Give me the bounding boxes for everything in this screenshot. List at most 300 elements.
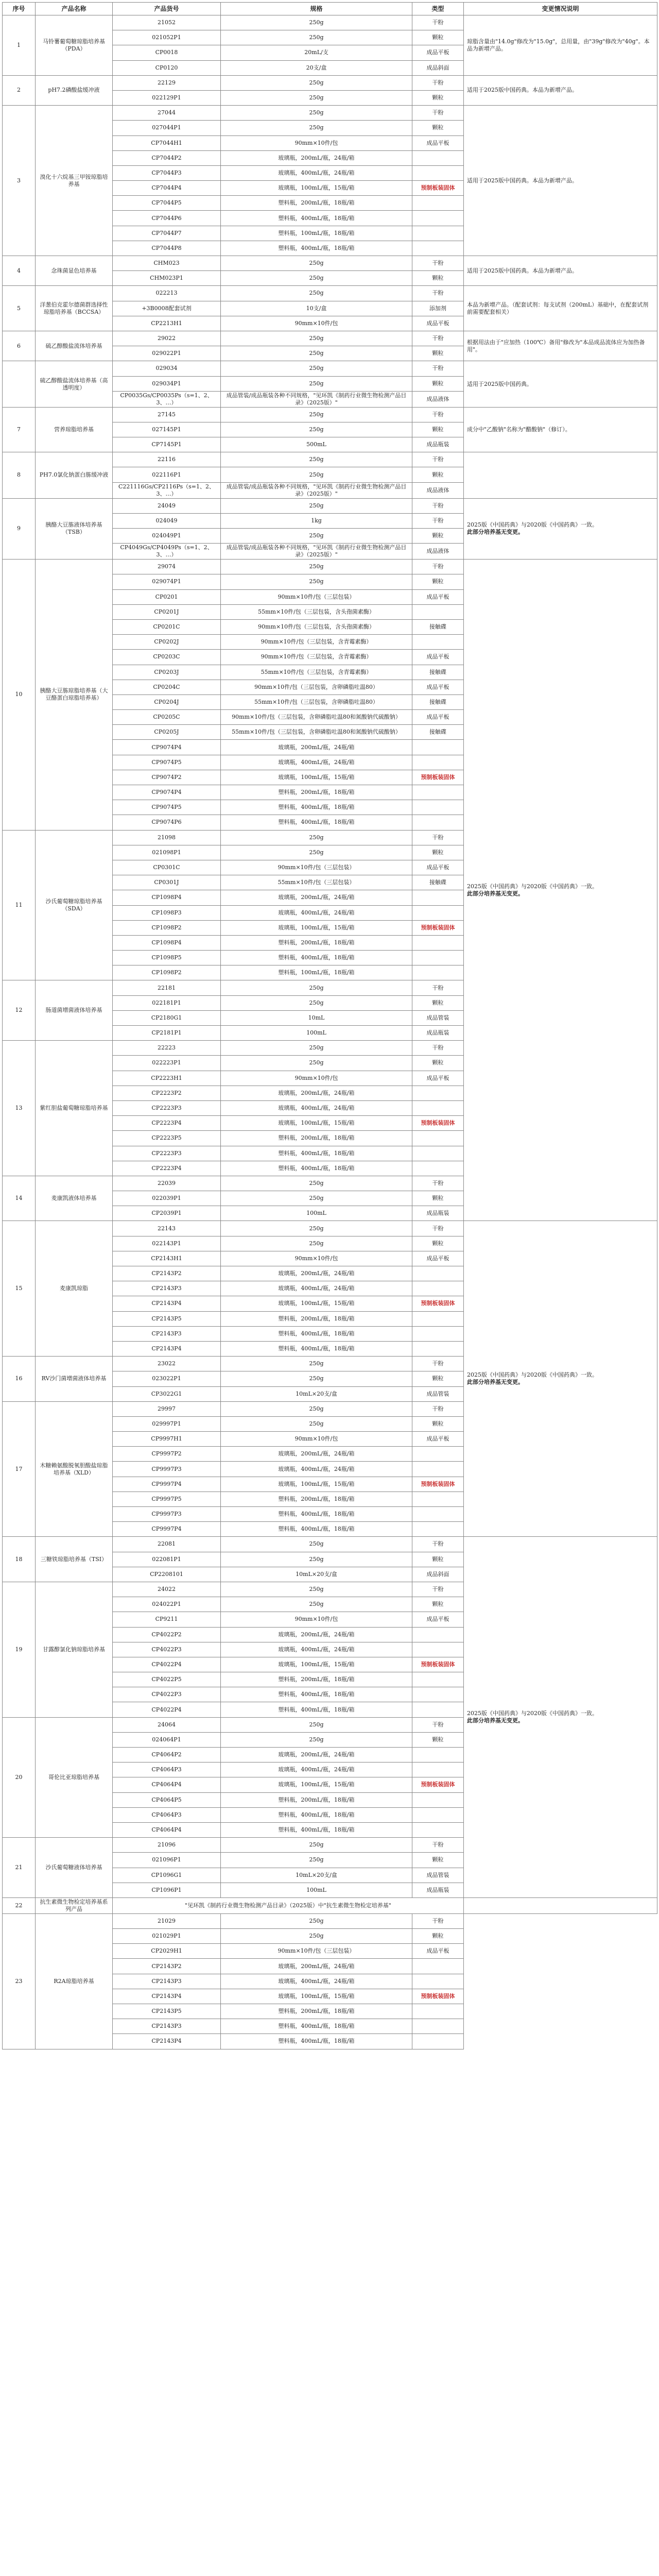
row-spec: 100mL xyxy=(221,1026,412,1041)
row-type: 接触碟 xyxy=(412,665,464,680)
row-spec: 塑料瓶，400mL/瓶，18瓶/箱 xyxy=(221,1507,412,1522)
row-spec: 塑料瓶，100mL/瓶，18瓶/箱 xyxy=(221,226,412,241)
row-code: CP4022P4 xyxy=(113,1702,221,1717)
row-type: 颗粒 xyxy=(412,574,464,589)
row-spec: 90mm×10件/包（三层包装） xyxy=(221,860,412,875)
row-type: 颗粒 xyxy=(412,1191,464,1206)
row-change-note xyxy=(464,331,657,361)
row-spec: 塑料瓶，400mL/瓶，18瓶/箱 xyxy=(221,1326,412,1341)
row-type: 颗粒 xyxy=(412,1929,464,1944)
note-emphasis: 此部分培养基无变更。 xyxy=(467,1379,524,1386)
row-spec: 250g xyxy=(221,1371,412,1386)
row-code: CP0205C xyxy=(113,710,221,725)
row-type xyxy=(412,1146,464,1161)
row-type: 成品平板 xyxy=(412,650,464,665)
row-type: 干粉 xyxy=(412,361,464,376)
row-seq: 5 xyxy=(3,286,36,331)
row-code: CP2143P5 xyxy=(113,2004,221,2019)
row-code: 024022P1 xyxy=(113,1597,221,1612)
row-spec: 玻璃瓶，200mL/瓶，24瓶/箱 xyxy=(221,1266,412,1281)
row-code: CP2213H1 xyxy=(113,316,221,331)
row-full-spec: "见环凯《制药行业微生物检测产品目录》（2025版）中"抗生素微生物检定培养基" xyxy=(113,1897,464,1913)
header-seq: 序号 xyxy=(3,3,36,15)
row-code: CP0201J xyxy=(113,604,221,619)
row-type xyxy=(412,815,464,830)
row-type: 颗粒 xyxy=(412,529,464,544)
row-type: 成品斜面 xyxy=(412,1567,464,1582)
row-code: CP4064P3 xyxy=(113,1762,221,1777)
row-product-name: pH7.2磷酸盐缓冲液 xyxy=(36,75,113,105)
row-type: 预制板装固体 xyxy=(412,181,464,196)
row-spec: 250g xyxy=(221,995,412,1010)
row-spec: 塑料瓶，200mL/瓶，18瓶/箱 xyxy=(221,1672,412,1687)
row-type xyxy=(412,604,464,619)
row-product-name: 麦康凯液体培养基 xyxy=(36,1176,113,1221)
row-type: 接触碟 xyxy=(412,694,464,709)
row-code: CP7044H1 xyxy=(113,135,221,150)
row-type xyxy=(412,1161,464,1176)
row-type xyxy=(412,1341,464,1356)
row-type: 成品瓶装 xyxy=(412,437,464,452)
row-change-note xyxy=(464,1537,657,1898)
row-seq: 16 xyxy=(3,1357,36,1402)
row-code: 021096P1 xyxy=(113,1853,221,1868)
row-type xyxy=(412,1748,464,1762)
row-code: CP2143P3 xyxy=(113,1326,221,1341)
row-code: CP1098P2 xyxy=(113,965,221,980)
row-spec: 塑料瓶，200mL/瓶，18瓶/箱 xyxy=(221,2004,412,2019)
row-spec: 玻璃瓶，200mL/瓶，24瓶/箱 xyxy=(221,1447,412,1462)
row-code: CP0203C xyxy=(113,650,221,665)
row-code: 27145 xyxy=(113,407,221,422)
row-seq: 19 xyxy=(3,1582,36,1717)
row-code: CP4064P3 xyxy=(113,1807,221,1822)
row-code: CP2223P2 xyxy=(113,1086,221,1100)
row-spec: 250g xyxy=(221,1056,412,1071)
row-change-note xyxy=(464,361,657,407)
row-spec: 250g xyxy=(221,256,412,271)
row-code: CP9074P2 xyxy=(113,770,221,785)
row-type xyxy=(412,1522,464,1537)
row-type xyxy=(412,2004,464,2019)
row-spec: 90mm×10件/包 xyxy=(221,135,412,150)
row-type: 成品平板 xyxy=(412,45,464,60)
table-body xyxy=(3,15,657,2049)
row-code: 027044P1 xyxy=(113,121,221,135)
row-spec: 250g xyxy=(221,1913,412,1928)
row-spec: 100mL xyxy=(221,1206,412,1221)
row-code: 024049P1 xyxy=(113,529,221,544)
row-code: 022081P1 xyxy=(113,1552,221,1567)
row-code: CP0204C xyxy=(113,680,221,694)
row-spec: 塑料瓶，200mL/瓶，18瓶/箱 xyxy=(221,1792,412,1807)
row-type xyxy=(412,226,464,241)
row-code: CP0035Gs/CP0035Ps（s=1、2、3、…） xyxy=(113,391,221,407)
row-spec: 250g xyxy=(221,845,412,860)
row-type xyxy=(412,211,464,226)
row-code: 23022 xyxy=(113,1357,221,1371)
row-type: 成品平板 xyxy=(412,710,464,725)
row-spec: 250g xyxy=(221,1597,412,1612)
row-product-name: 甘露醇氯化钠琼脂培养基 xyxy=(36,1582,113,1717)
row-product-name: 木糖赖氨酸脱氧胆酸盐琼脂培养基（XLD） xyxy=(36,1401,113,1537)
row-code: CP9074P5 xyxy=(113,800,221,815)
note-text: 成分中"乙酸钠"名称为"醋酸钠"（修订）。 xyxy=(467,426,571,433)
row-type: 接触碟 xyxy=(412,619,464,634)
row-code: 029022P1 xyxy=(113,346,221,361)
row-code: 22116 xyxy=(113,452,221,467)
row-spec: 10支/盒 xyxy=(221,301,412,316)
row-spec: 250g xyxy=(221,1041,412,1056)
row-spec: 成品管装/成品瓶装各种不同规格，"见环凯《制药行业微生物检测产品目录》（2025版）" xyxy=(221,482,412,498)
note-text: 适用于2025版中国药典。本品为新增产品。 xyxy=(467,87,578,94)
row-spec: 玻璃瓶，400mL/瓶，24瓶/箱 xyxy=(221,1100,412,1115)
row-code: CP0204J xyxy=(113,694,221,709)
row-spec: 250g xyxy=(221,1236,412,1251)
row-product-name: 胰酪大豆胨琼脂培养基（大豆酪蛋白琼脂培养基） xyxy=(36,560,113,830)
product-change-table xyxy=(2,2,657,2049)
row-type xyxy=(412,1959,464,1974)
row-code: CP2143P4 xyxy=(113,1989,221,2004)
row-code: 029034P1 xyxy=(113,376,221,391)
row-code: 022181P1 xyxy=(113,995,221,1010)
row-spec: 500mL xyxy=(221,437,412,452)
row-code: CP2039P1 xyxy=(113,1206,221,1221)
row-type xyxy=(412,150,464,165)
row-code: CP1096P1 xyxy=(113,1883,221,1897)
row-type xyxy=(412,635,464,650)
note-text: 2025版《中国药典》与2020版《中国药典》一致。 xyxy=(467,1710,598,1717)
row-spec: 塑料瓶，400mL/瓶，18瓶/箱 xyxy=(221,241,412,256)
row-type: 颗粒 xyxy=(412,995,464,1010)
row-code: CP7044P2 xyxy=(113,150,221,165)
row-code: 22081 xyxy=(113,1537,221,1552)
row-code: 27044 xyxy=(113,106,221,121)
row-type: 颗粒 xyxy=(412,467,464,482)
table-row xyxy=(3,498,657,513)
row-type: 预制板装固体 xyxy=(412,1777,464,1792)
row-spec: 250g xyxy=(221,361,412,376)
row-product-name: 紫红胆盐葡萄糖琼脂培养基 xyxy=(36,1041,113,1176)
row-code: CHM023 xyxy=(113,256,221,271)
row-type: 颗粒 xyxy=(412,346,464,361)
row-spec: 250g xyxy=(221,1732,412,1747)
row-type xyxy=(412,1974,464,1989)
note-text: 适用于2025版中国药典。 xyxy=(467,380,532,387)
row-code: CP9997P4 xyxy=(113,1477,221,1492)
row-code: CP2143P4 xyxy=(113,1341,221,1356)
row-type: 颗粒 xyxy=(412,90,464,105)
row-code: CP2143P2 xyxy=(113,1266,221,1281)
row-type: 干粉 xyxy=(412,1537,464,1552)
header-spec: 规格 xyxy=(221,3,412,15)
row-type: 颗粒 xyxy=(412,1056,464,1071)
row-code: CP4022P4 xyxy=(113,1657,221,1672)
row-code: CP0301C xyxy=(113,860,221,875)
row-spec: 10mL×20支/盒 xyxy=(221,1868,412,1883)
row-product-name: 麦康凯琼脂 xyxy=(36,1221,113,1357)
row-code: CP2223P3 xyxy=(113,1100,221,1115)
header-name: 产品名称 xyxy=(36,3,113,15)
row-code: C221116Gs/CP2116Ps（s=1、2、3、…） xyxy=(113,482,221,498)
row-type: 成品瓶装 xyxy=(412,1026,464,1041)
note-text: 适用于2025版中国药典。本品为新增产品。 xyxy=(467,177,578,184)
row-type: 成品平板 xyxy=(412,860,464,875)
row-code: CP7044P4 xyxy=(113,181,221,196)
row-code: 021029P1 xyxy=(113,1929,221,1944)
row-type: 干粉 xyxy=(412,498,464,513)
row-code: CP9211 xyxy=(113,1612,221,1627)
row-type: 成品液体 xyxy=(412,482,464,498)
row-code: 029997P1 xyxy=(113,1416,221,1431)
row-spec: 玻璃瓶，200mL/瓶，24瓶/箱 xyxy=(221,1627,412,1642)
row-product-name: PH7.0氯化钠蛋白胨缓冲液 xyxy=(36,452,113,498)
row-spec: 90mm×10件/包（三层包装） xyxy=(221,589,412,604)
row-code: 022213 xyxy=(113,286,221,301)
row-seq: 4 xyxy=(3,256,36,286)
note-text: 2025版《中国药典》与2020版《中国药典》一致。 xyxy=(467,883,598,890)
row-code: CP1098P3 xyxy=(113,905,221,920)
row-code: CP0202J xyxy=(113,635,221,650)
row-product-name: 沙氏葡萄糖琼脂培养基（SDA） xyxy=(36,830,113,980)
row-spec: 250g xyxy=(221,1191,412,1206)
row-type: 干粉 xyxy=(412,1717,464,1732)
row-product-name: 硫乙醇酸盐流体培养基（高透明度） xyxy=(36,361,113,407)
row-type xyxy=(412,165,464,180)
row-spec: 90mm×10件/包 xyxy=(221,1432,412,1447)
row-spec: 250g xyxy=(221,271,412,286)
row-seq: 3 xyxy=(3,106,36,256)
row-seq: 9 xyxy=(3,498,36,560)
row-code: CP9074P5 xyxy=(113,755,221,770)
row-spec: 55mm×10件/包（三层包装，含卵磷脂吐温80） xyxy=(221,694,412,709)
row-type: 颗粒 xyxy=(412,376,464,391)
row-code: CP4022P3 xyxy=(113,1642,221,1657)
row-spec: 55mm×10件/包（三层包装） xyxy=(221,875,412,890)
row-spec: 250g xyxy=(221,1853,412,1868)
row-spec: 玻璃瓶，200mL/瓶，24瓶/箱 xyxy=(221,740,412,755)
row-type xyxy=(412,1642,464,1657)
row-code: CP3022G1 xyxy=(113,1386,221,1401)
row-spec: 250g xyxy=(221,498,412,513)
row-spec: 90mm×10件/包（三层包装，含卵磷脂吐温80） xyxy=(221,680,412,694)
row-change-note xyxy=(464,560,657,1221)
row-code: CP7145P1 xyxy=(113,437,221,452)
row-seq xyxy=(3,361,36,407)
row-code: CP1098P4 xyxy=(113,935,221,950)
row-code: 022223P1 xyxy=(113,1056,221,1071)
row-code: CP4022P5 xyxy=(113,1672,221,1687)
row-code: CP2143P4 xyxy=(113,2034,221,2049)
row-spec: 250g xyxy=(221,422,412,437)
row-type: 预制板装固体 xyxy=(412,1296,464,1311)
row-spec: 250g xyxy=(221,30,412,45)
note-text: 2025版《中国药典》与2020版《中国药典》一致。 xyxy=(467,1371,598,1379)
row-code: 021052P1 xyxy=(113,30,221,45)
row-type xyxy=(412,1822,464,1837)
row-spec: 250g xyxy=(221,407,412,422)
row-code: CP1098P2 xyxy=(113,920,221,935)
row-spec: 玻璃瓶，100mL/瓶，15瓶/箱 xyxy=(221,1989,412,2004)
row-spec: 塑料瓶，200mL/瓶，18瓶/箱 xyxy=(221,785,412,800)
row-code: CP2223P4 xyxy=(113,1161,221,1176)
row-spec: 塑料瓶，400mL/瓶，18瓶/箱 xyxy=(221,815,412,830)
row-type xyxy=(412,196,464,211)
row-type xyxy=(412,1627,464,1642)
row-type: 预制板装固体 xyxy=(412,770,464,785)
row-spec: 250g xyxy=(221,1221,412,1236)
row-product-name: 肠道菌增菌液体培养基 xyxy=(36,980,113,1041)
row-spec: 玻璃瓶，100mL/瓶，15瓶/箱 xyxy=(221,1657,412,1672)
row-type xyxy=(412,1462,464,1477)
row-code: CP7044P6 xyxy=(113,211,221,226)
row-type xyxy=(412,1492,464,1506)
row-spec: 90mm×10件/包（三层包装，含青霉素酶） xyxy=(221,635,412,650)
row-spec: 塑料瓶，400mL/瓶，18瓶/箱 xyxy=(221,1807,412,1822)
row-code: CP4064P2 xyxy=(113,1748,221,1762)
row-spec: 玻璃瓶，100mL/瓶，15瓶/箱 xyxy=(221,1777,412,1792)
row-type: 干粉 xyxy=(412,1401,464,1416)
row-spec: 10mL xyxy=(221,1010,412,1025)
row-type: 预制板装固体 xyxy=(412,1989,464,2004)
row-type xyxy=(412,1702,464,1717)
row-type xyxy=(412,785,464,800)
row-code: 023022P1 xyxy=(113,1371,221,1386)
row-code: CP9074P4 xyxy=(113,740,221,755)
row-code: 29022 xyxy=(113,331,221,346)
row-spec: 250g xyxy=(221,452,412,467)
table-row xyxy=(3,106,657,121)
row-type: 成品平板 xyxy=(412,1612,464,1627)
row-code: 22223 xyxy=(113,1041,221,1056)
row-type: 干粉 xyxy=(412,1582,464,1597)
row-code: CP1096G1 xyxy=(113,1868,221,1883)
row-spec: 塑料瓶，400mL/瓶，18瓶/箱 xyxy=(221,211,412,226)
row-code: 22129 xyxy=(113,75,221,90)
row-type: 干粉 xyxy=(412,452,464,467)
row-product-name: RV沙门菌增菌液体培养基 xyxy=(36,1357,113,1402)
row-code: CP2029H1 xyxy=(113,1944,221,1959)
row-spec: 塑料瓶，200mL/瓶，18瓶/箱 xyxy=(221,1311,412,1326)
row-spec: 塑料瓶，400mL/瓶，18瓶/箱 xyxy=(221,1687,412,1702)
row-type xyxy=(412,1447,464,1462)
row-code: CP7044P8 xyxy=(113,241,221,256)
row-type: 干粉 xyxy=(412,980,464,995)
row-code: CP2143P3 xyxy=(113,2019,221,2034)
row-product-name: 马铃薯葡萄糖琼脂培养基（PDA） xyxy=(36,15,113,76)
row-code: CP0018 xyxy=(113,45,221,60)
row-code: CP4064P5 xyxy=(113,1792,221,1807)
row-code: CP4022P3 xyxy=(113,1687,221,1702)
row-spec: 玻璃瓶，200mL/瓶，24瓶/箱 xyxy=(221,1959,412,1974)
row-spec: 玻璃瓶，200mL/瓶，24瓶/箱 xyxy=(221,150,412,165)
row-spec: 塑料瓶，200mL/瓶，18瓶/箱 xyxy=(221,1492,412,1506)
row-spec: 玻璃瓶，400mL/瓶，24瓶/箱 xyxy=(221,755,412,770)
row-type: 颗粒 xyxy=(412,1597,464,1612)
row-code: CP0205J xyxy=(113,725,221,740)
row-type: 成品平板 xyxy=(412,1071,464,1086)
row-type: 颗粒 xyxy=(412,1853,464,1868)
row-change-note xyxy=(464,286,657,331)
row-product-name: 三糖铁琼脂培养基（TSI） xyxy=(36,1537,113,1582)
row-spec: 玻璃瓶，200mL/瓶，24瓶/箱 xyxy=(221,1086,412,1100)
row-spec: 塑料瓶，400mL/瓶，18瓶/箱 xyxy=(221,1522,412,1537)
row-spec: 玻璃瓶，400mL/瓶，24瓶/箱 xyxy=(221,1642,412,1657)
row-code: CP7044P7 xyxy=(113,226,221,241)
row-spec: 90mm×10件/包 xyxy=(221,1071,412,1086)
row-code: CP2143P5 xyxy=(113,1311,221,1326)
row-spec: 250g xyxy=(221,467,412,482)
row-product-name: R2A琼脂培养基 xyxy=(36,1913,113,2049)
row-change-note xyxy=(464,256,657,286)
row-spec: 塑料瓶，200mL/瓶，18瓶/箱 xyxy=(221,196,412,211)
row-seq: 23 xyxy=(3,1913,36,2049)
row-code: 21096 xyxy=(113,1838,221,1853)
table-row xyxy=(3,331,657,346)
row-type xyxy=(412,1281,464,1296)
row-seq: 22 xyxy=(3,1897,36,1913)
row-seq: 11 xyxy=(3,830,36,980)
row-spec: 20支/盒 xyxy=(221,60,412,75)
row-type: 颗粒 xyxy=(412,1552,464,1567)
row-type: 颗粒 xyxy=(412,271,464,286)
row-type: 干粉 xyxy=(412,1357,464,1371)
row-spec: 250g xyxy=(221,1838,412,1853)
row-code: +3B0008配套试剂 xyxy=(113,301,221,316)
table-row xyxy=(3,286,657,301)
row-type: 干粉 xyxy=(412,1176,464,1191)
row-type: 成品平板 xyxy=(412,589,464,604)
row-change-note xyxy=(464,15,657,76)
row-spec: 55mm×10件/包（三层包装，含卵磷脂吐温80和氮酸钠代硫酸钠） xyxy=(221,725,412,740)
row-code: 027145P1 xyxy=(113,422,221,437)
row-spec: 塑料瓶，200mL/瓶，18瓶/箱 xyxy=(221,1131,412,1146)
row-type xyxy=(412,890,464,905)
row-spec: 玻璃瓶，400mL/瓶，24瓶/箱 xyxy=(221,165,412,180)
row-spec: 塑料瓶，100mL/瓶，18瓶/箱 xyxy=(221,965,412,980)
row-code: CP4064P4 xyxy=(113,1822,221,1837)
row-code: CP2143P2 xyxy=(113,1959,221,1974)
row-spec: 250g xyxy=(221,1537,412,1552)
row-spec: 1kg xyxy=(221,513,412,528)
row-type xyxy=(412,1266,464,1281)
row-type: 颗粒 xyxy=(412,1416,464,1431)
row-code: 21098 xyxy=(113,830,221,845)
row-code: CP2181P1 xyxy=(113,1026,221,1041)
row-spec: 塑料瓶，400mL/瓶，18瓶/箱 xyxy=(221,800,412,815)
note-emphasis: 此部分培养基无变更。 xyxy=(467,1717,524,1724)
row-type xyxy=(412,965,464,980)
row-type xyxy=(412,1687,464,1702)
row-seq: 6 xyxy=(3,331,36,361)
table-row xyxy=(3,560,657,574)
row-spec: 250g xyxy=(221,1176,412,1191)
row-type: 干粉 xyxy=(412,106,464,121)
row-code: CP2143P3 xyxy=(113,1281,221,1296)
row-change-note xyxy=(464,106,657,256)
row-code: CP9074P6 xyxy=(113,815,221,830)
row-spec: 250g xyxy=(221,1401,412,1416)
row-code: 24049 xyxy=(113,498,221,513)
row-spec: 250g xyxy=(221,1552,412,1567)
table-row xyxy=(3,1897,657,1913)
row-spec: 55mm×10件/包（三层包装，含头孢菌素酶） xyxy=(221,604,412,619)
table-row xyxy=(3,452,657,467)
row-spec: 90mm×10件/包（三层包装，含卵磷脂吐温80和氮酸钠代硫酸钠） xyxy=(221,710,412,725)
row-type: 颗粒 xyxy=(412,422,464,437)
note-emphasis: 此部分培养基无变更。 xyxy=(467,529,524,536)
row-code: CP2208101 xyxy=(113,1567,221,1582)
